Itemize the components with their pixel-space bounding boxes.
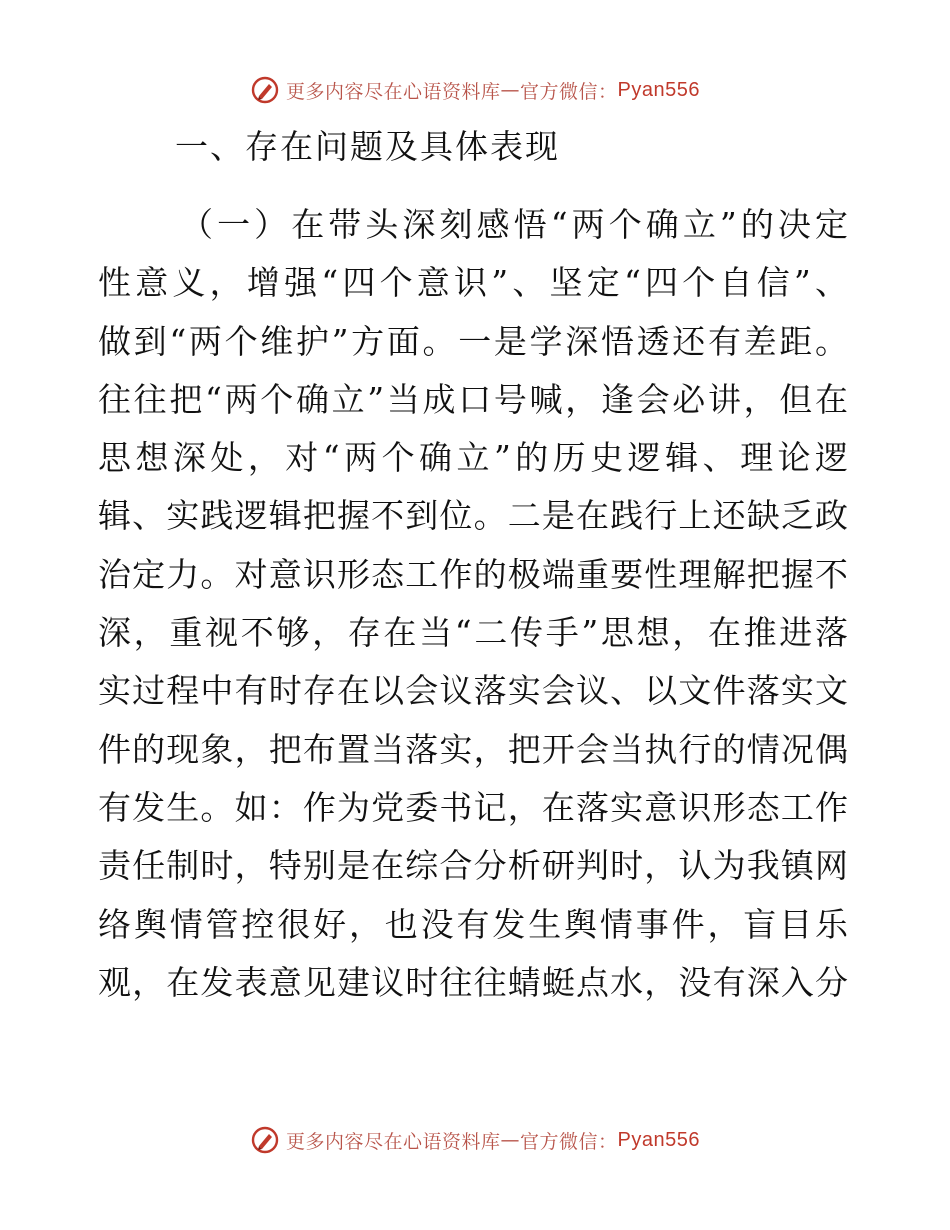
watermark-label: 官方微信： <box>520 1130 618 1153</box>
text-line: （一）在带头深刻感悟“两个确立”的决定 <box>180 205 848 244</box>
watermark-header <box>0 70 950 110</box>
text-line: 治定力。对意识形态工作的极端重要性理解把握不 <box>98 554 848 594</box>
text-line: 络舆情管控很好，也没有发生舆情事件，盲目乐 <box>98 904 848 944</box>
watermark-label: 官方微信： <box>520 80 618 103</box>
text-line: 深，重视不够，存在当“二传手”思想，在推进落 <box>98 613 848 653</box>
watermark-dash: — <box>500 1129 521 1151</box>
text-line: 性意义，增强“四个意识”、坚定“四个自信”、 <box>98 263 848 303</box>
text-line: 往往把“两个确立”当成口号喊，逢会必讲，但在 <box>98 379 848 419</box>
watermark-text: 更多内容尽在心语资料库 <box>286 1130 501 1153</box>
text-line: 责任制时，特别是在综合分析研判时，认为我镇网 <box>98 846 848 886</box>
body-paragraph <box>98 196 848 1012</box>
watermark-id: Pyan556 <box>617 1128 700 1151</box>
text-line: 有发生。如：作为党委书记，在落实意识形态工作 <box>98 787 848 827</box>
watermark-text: 更多内容尽在心语资料库 <box>286 80 501 103</box>
section-heading: 一、存在问题及具体表现 <box>175 127 560 166</box>
pen-logo-icon <box>250 75 280 105</box>
watermark-id: Pyan556 <box>617 78 700 101</box>
text-line: 实过程中有时存在以会议落实会议、以文件落实文 <box>98 671 848 711</box>
text-line: 思想深处，对“两个确立”的历史逻辑、理论逻 <box>98 438 848 478</box>
text-line: 观，在发表意见建议时往往蜻蜓点水，没有深入分 <box>98 962 848 1002</box>
text-line: 件的现象，把布置当落实，把开会当执行的情况偶 <box>98 729 848 769</box>
watermark-footer <box>0 1120 950 1160</box>
text-line: 辑、实践逻辑把握不到位。二是在践行上还缺乏政 <box>98 496 848 536</box>
watermark-dash: — <box>500 79 521 101</box>
pen-logo-icon <box>250 1125 280 1155</box>
text-line: 做到“两个维护”方面。一是学深悟透还有差距。 <box>98 321 848 361</box>
